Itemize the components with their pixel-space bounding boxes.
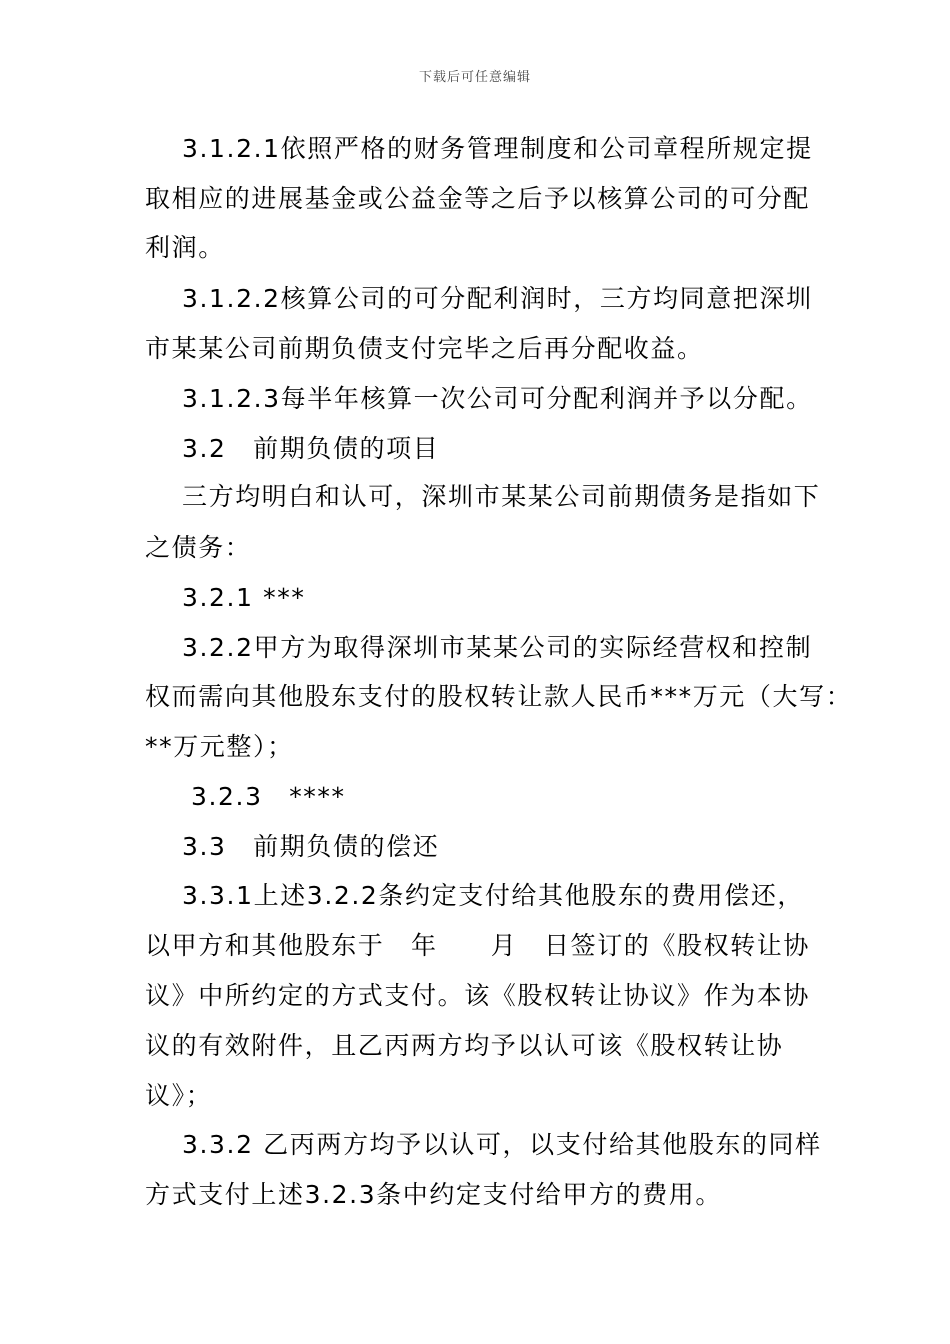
paragraph-line: 3.2.3 ****	[191, 782, 346, 811]
paragraph-line: 之债务：	[145, 533, 252, 562]
paragraph-line: 三方均明白和认可，深圳市某某公司前期债务是指如下	[182, 482, 821, 511]
paragraph-line: 权而需向其他股东支付的股权转让款人民币***万元（大写：	[145, 682, 853, 711]
paragraph-line: 取相应的进展基金或公益金等之后予以核算公司的可分配	[145, 184, 811, 213]
paragraph-line: 议的有效附件，且乙丙两方均予以认可该《股权转让协	[145, 1031, 784, 1060]
paragraph-line: 3.2.1 ***	[182, 583, 306, 612]
paragraph-line: 3.1.2.1依照严格的财务管理制度和公司章程所规定提	[182, 134, 813, 163]
paragraph-line: 3.3.1上述3.2.2条约定支付给其他股东的费用偿还，	[182, 881, 805, 910]
page-header: 下载后可任意编辑	[418, 70, 531, 85]
section-heading: 3.2 前期负债的项目	[182, 434, 440, 463]
paragraph-line: 3.3.2 乙丙两方均予以认可，以支付给其他股东的同样	[182, 1130, 822, 1159]
paragraph-line: 3.1.2.3每半年核算一次公司可分配利润并予以分配。	[182, 384, 813, 413]
paragraph-line: 利润。	[145, 233, 225, 262]
paragraph-line: 议》中所约定的方式支付。该《股权转让协议》作为本协	[145, 981, 811, 1010]
paragraph-line: **万元整）；	[145, 732, 294, 761]
paragraph-line: 议》；	[145, 1081, 213, 1110]
paragraph-line: 以甲方和其他股东于 年 月 日签订的《股权转让协	[145, 931, 811, 960]
paragraph-line: 方式支付上述3.2.3条中约定支付给甲方的费用。	[145, 1180, 723, 1209]
paragraph-line: 3.1.2.2核算公司的可分配利润时，三方均同意把深圳	[182, 284, 813, 313]
paragraph-line: 市某某公司前期负债支付完毕之后再分配收益。	[145, 334, 704, 363]
section-heading: 3.3 前期负债的偿还	[182, 832, 440, 861]
paragraph-line: 3.2.2甲方为取得深圳市某某公司的实际经营权和控制	[182, 633, 813, 662]
